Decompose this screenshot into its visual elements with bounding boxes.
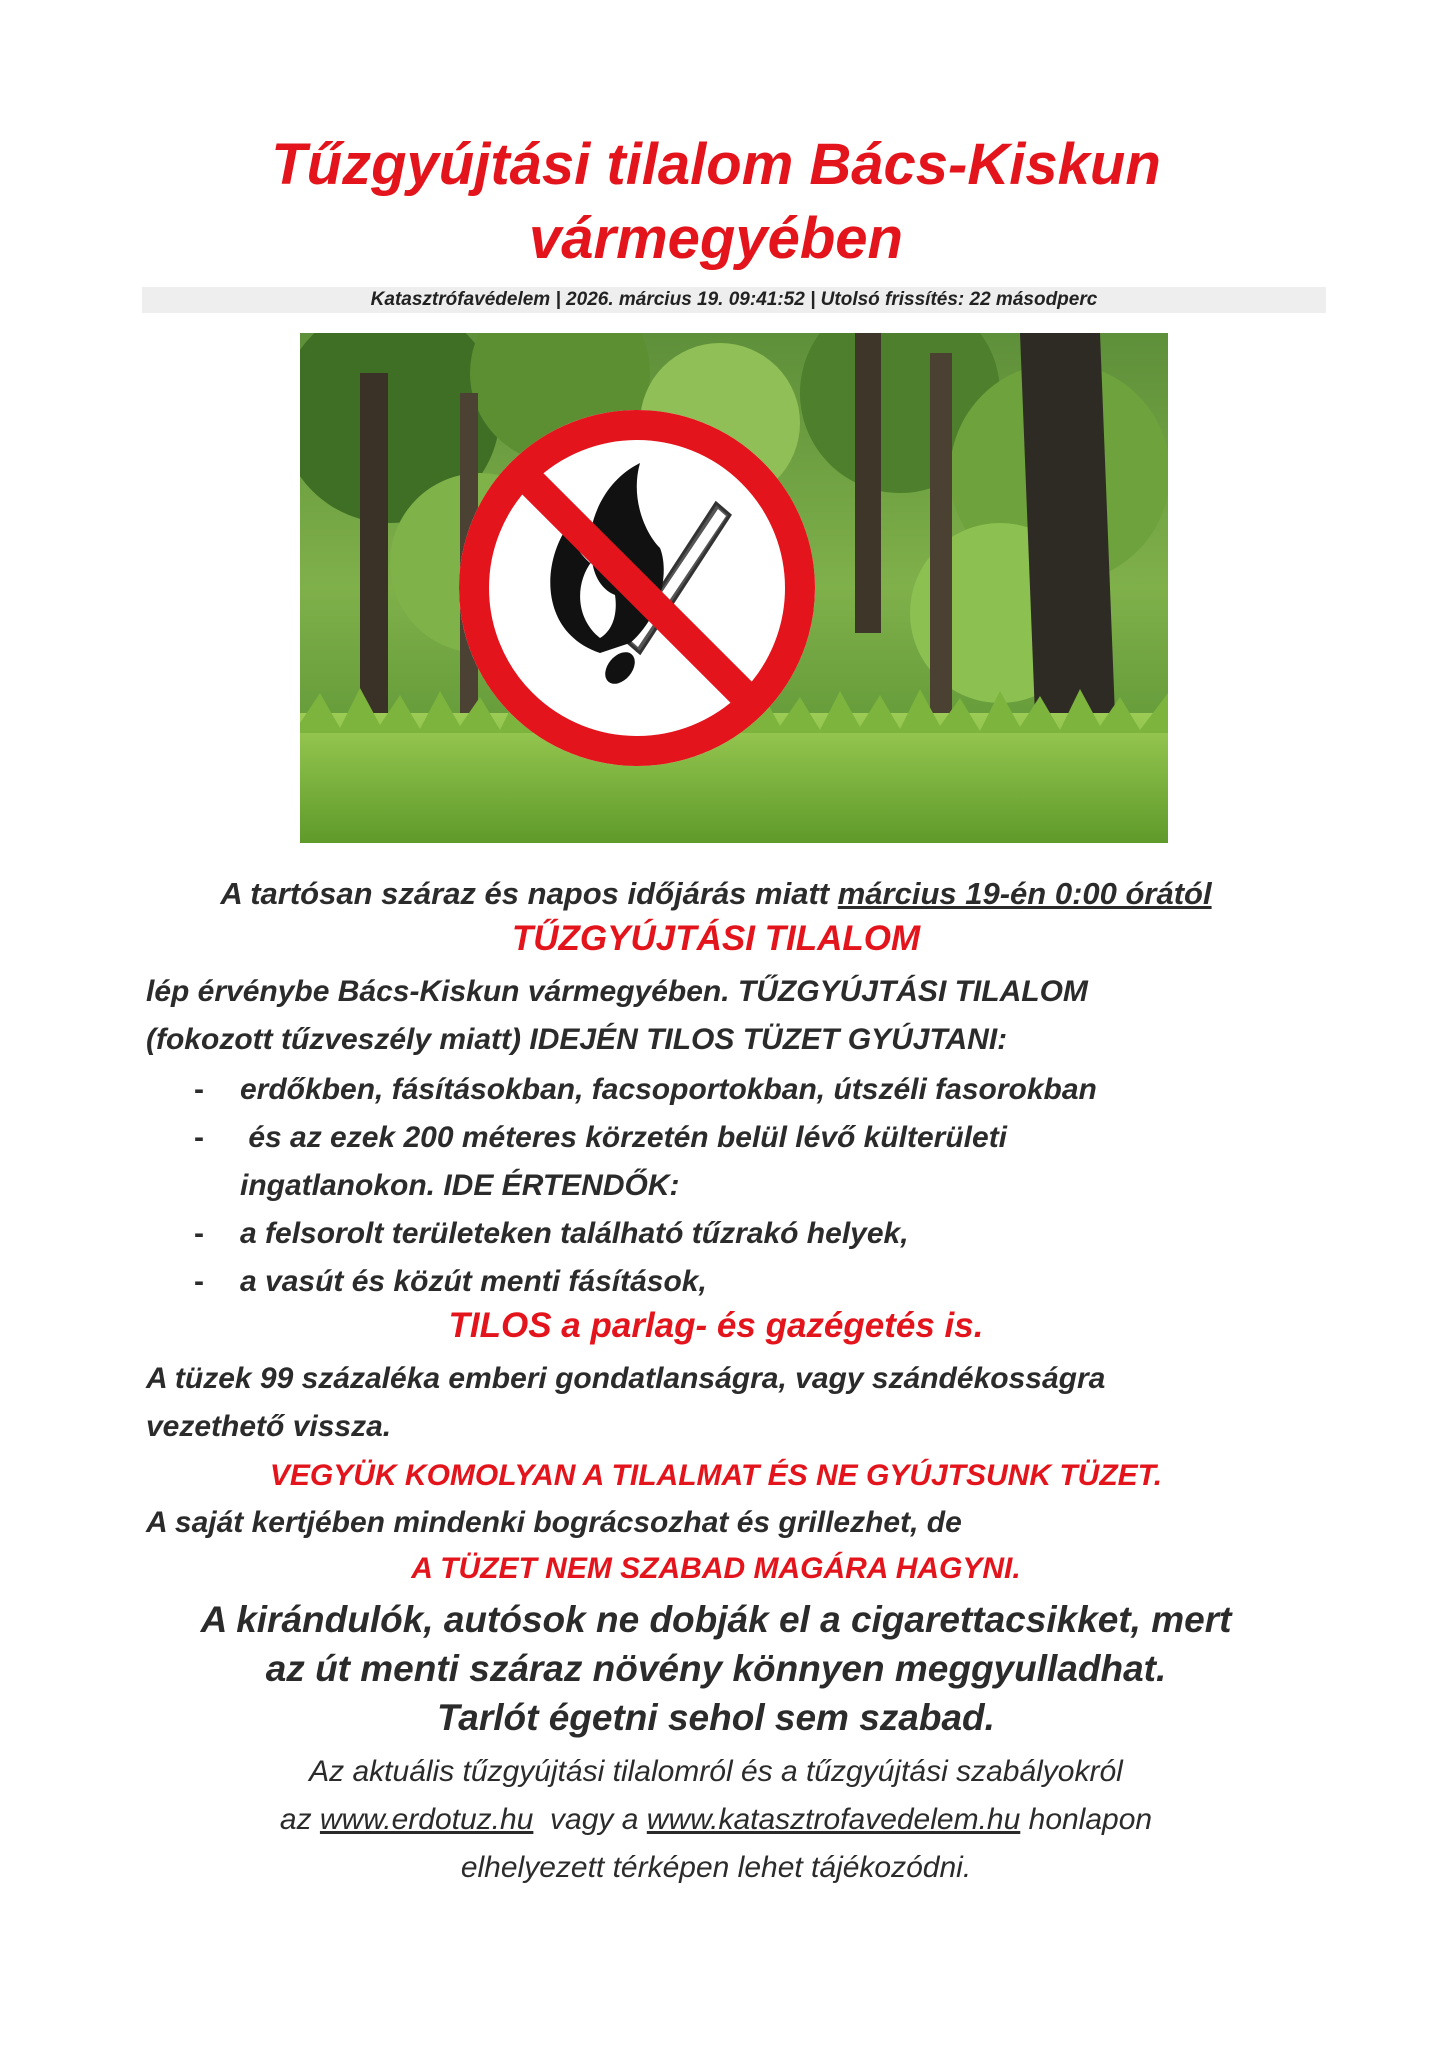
unattended-line: A TÜZET NEM SZABAD MAGÁRA HAGYNI. xyxy=(411,1552,1021,1585)
big-line-2: az út menti száraz növény könnyen meggyulladhat. xyxy=(265,1648,1167,1689)
footer-line-2 xyxy=(0,1796,1432,1844)
cause-line-2: vezethető vissza. xyxy=(146,1410,392,1443)
ban-body xyxy=(146,968,1346,1064)
list-item-text: és az ezek 200 méteres körzetén belül lévő külterületi xyxy=(240,1121,1008,1154)
forest-no-fire-image xyxy=(300,333,1168,843)
cause-line-1: A tüzek 99 százaléka emberi gondatlanságra, vagy szándékosságra xyxy=(146,1362,1106,1395)
footer-pre: az xyxy=(279,1803,320,1836)
ban-heading: TŰZGYÚJTÁSI TILALOM xyxy=(511,919,921,958)
footer-post: honlapon xyxy=(1020,1803,1153,1836)
bullet-dash: - xyxy=(194,1217,204,1250)
warning-line: VEGYÜK KOMOLYAN A TILALMAT ÉS NE GYÚJTSUNK TÜZET. xyxy=(269,1459,1163,1492)
list-item-text: erdőkben, fásításokban, facsoportokban, útszéli fasorokban xyxy=(240,1073,1097,1106)
bullet-dash: - xyxy=(194,1265,204,1298)
title-line-1: Tűzgyújtási tilalom Bács-Kiskun xyxy=(271,132,1161,197)
tilos-line: TILOS a parlag- és gazégetés is. xyxy=(448,1306,984,1345)
list-item-text: a vasút és közút menti fásítások, xyxy=(240,1265,707,1298)
bullet-dash: - xyxy=(194,1073,204,1106)
title-line-2: vármegyében xyxy=(529,206,903,271)
body-line-2: (fokozott tűzveszély miatt) IDEJÉN TILOS TÜZET GYÚJTANI: xyxy=(146,1023,1008,1056)
no-fire-sign-icon xyxy=(300,333,1168,843)
erdotuz-link[interactable]: www.erdotuz.hu xyxy=(319,1803,534,1836)
intro-date: március 19-én 0:00 órától xyxy=(837,876,1212,911)
list-item-text: a felsorolt területeken található tűzrakó helyek, xyxy=(240,1217,909,1250)
big-line-3: Tarlót égetni sehol sem szabad. xyxy=(437,1697,995,1738)
big-line-1: A kirándulók, autósok ne dobják el a cigarettacsikket, mert xyxy=(200,1599,1232,1640)
meta-bar: Katasztrófavédelem | 2026. március 19. 09:41:52 | Utolsó frissítés: 22 másodperc xyxy=(142,287,1326,313)
intro-text: A tartósan száraz és napos időjárás miatt xyxy=(220,876,838,911)
katasztrofavedelem-link[interactable]: www.katasztrofavedelem.hu xyxy=(646,1803,1021,1836)
cigarette-paragraph xyxy=(0,1595,1432,1742)
intro-line xyxy=(0,873,1432,915)
footer-paragraph xyxy=(0,1748,1432,1892)
cause-paragraph xyxy=(146,1355,1346,1451)
list-item xyxy=(146,1258,1346,1306)
footer-mid: vagy a xyxy=(533,1803,647,1836)
list-item xyxy=(146,1066,1346,1114)
footer-line-3: elhelyezett térképen lehet tájékozódni. xyxy=(460,1851,972,1884)
body-line-1: lép érvénybe Bács-Kiskun vármegyében. TŰZGYÚJTÁSI TILALOM xyxy=(146,975,1088,1008)
list-item xyxy=(146,1114,1346,1210)
list-item xyxy=(146,1210,1346,1258)
garden-line: A saját kertjében mindenki bográcsozhat és grillezhet, de xyxy=(146,1506,962,1539)
list-item-continuation: ingatlanokon. IDE ÉRTENDŐK: xyxy=(240,1169,680,1202)
forbidden-list xyxy=(146,1066,1346,1306)
bullet-dash: - xyxy=(194,1121,204,1154)
page-title xyxy=(0,128,1432,276)
footer-line-1: Az aktuális tűzgyújtási tilalomról és a tűzgyújtási szabályokról xyxy=(309,1755,1123,1788)
